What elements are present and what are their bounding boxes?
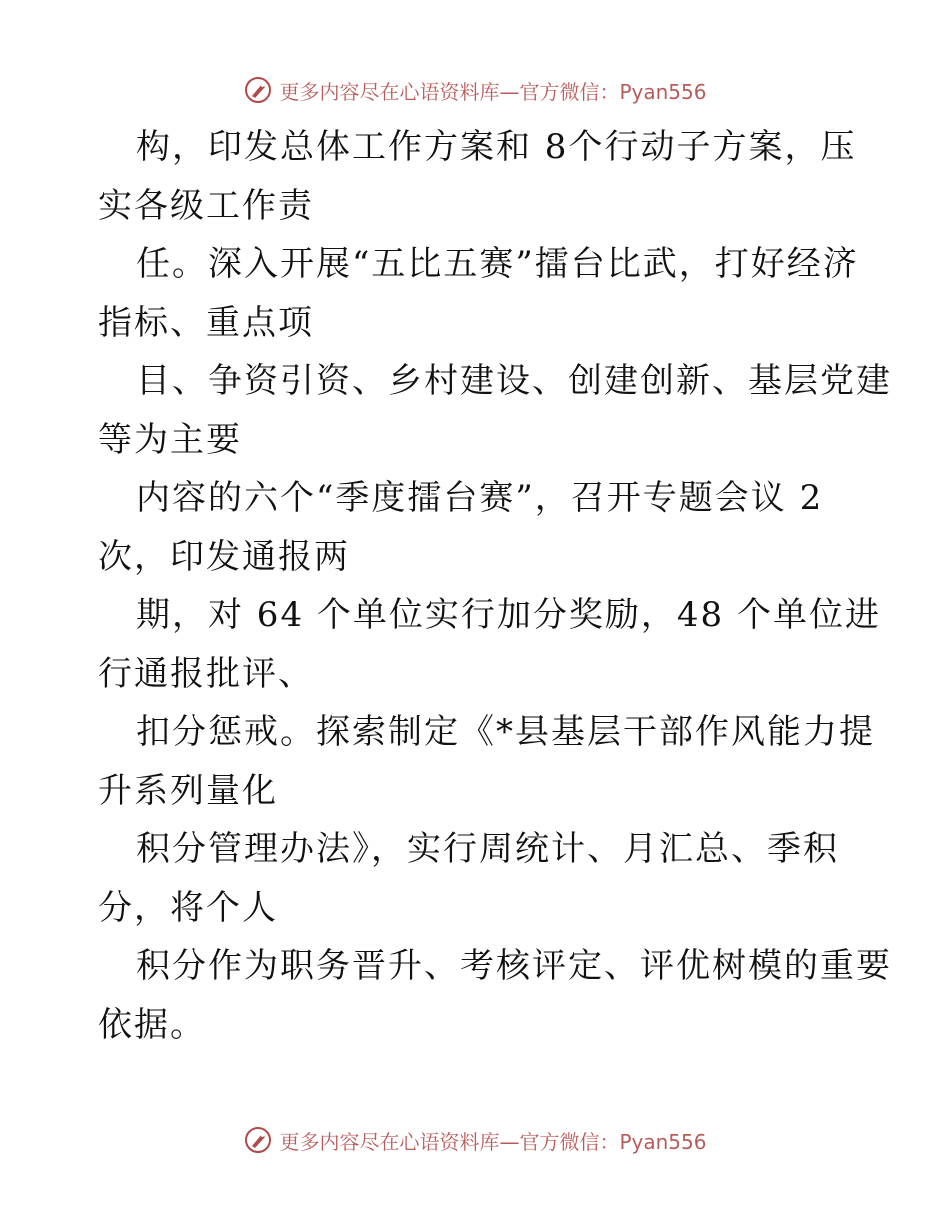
text-line: 指标、重点项 xyxy=(98,302,314,343)
text-line: 行通报批评、 xyxy=(98,653,314,694)
text-line: 实各级工作责 xyxy=(98,185,314,226)
document-paragraph xyxy=(98,118,892,1054)
pen-nib-logo-icon xyxy=(243,75,273,105)
text-line: 次，印发通报两 xyxy=(98,536,350,577)
text-line: 等为主要 xyxy=(98,419,242,460)
text-line: 分，将个人 xyxy=(98,887,278,928)
text-line: 构，印发总体工作方案和 8个行动子方案，压 xyxy=(136,127,857,167)
footer-watermark xyxy=(0,1120,950,1160)
text-line: 积分管理办法》，实行周统计、月汇总、季积 xyxy=(136,829,839,869)
text-line: 依据。 xyxy=(98,1004,206,1045)
text-line: 目、争资引资、乡村建设、创建创新、基层党建 xyxy=(136,361,892,401)
text-line: 积分作为职务晋升、考核评定、评优树模的重要 xyxy=(136,946,892,986)
watermark-text: 更多内容尽在心语资料库—官方微信：Pyan556 xyxy=(279,1129,707,1154)
text-line: 扣分惩戒。探索制定《*县基层干部作风能力提 xyxy=(136,712,875,752)
pen-nib-logo-icon xyxy=(243,1125,273,1155)
watermark-text: 更多内容尽在心语资料库—官方微信：Pyan556 xyxy=(279,79,707,104)
text-line: 升系列量化 xyxy=(98,770,278,811)
text-line: 内容的六个“季度擂台赛”，召开专题会议 2 xyxy=(136,478,824,518)
text-line: 任。深入开展“五比五赛”擂台比武，打好经济 xyxy=(136,244,859,284)
header-watermark xyxy=(0,70,950,110)
text-line: 期，对 64 个单位实行加分奖励，48 个单位进 xyxy=(136,595,881,635)
